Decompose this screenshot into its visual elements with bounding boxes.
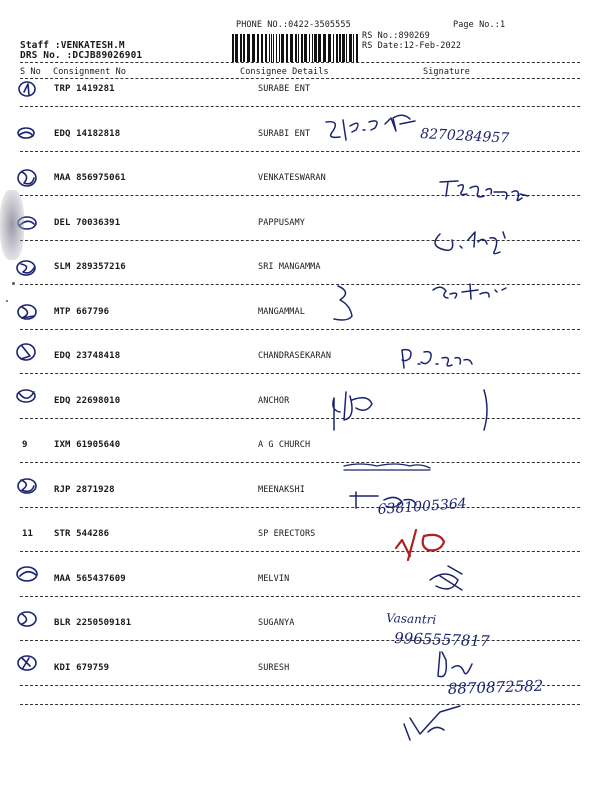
row-consignment-no: MAA 856975061 <box>54 173 126 183</box>
row-mark-3 <box>18 170 36 186</box>
row-consignee: CHANDRASEKARAN <box>258 351 332 361</box>
row-consignment-no: EDQ 23748418 <box>54 351 121 361</box>
row-consignee: SURABI ENT <box>258 129 311 139</box>
handwritten-phone-row-14: 8870872582 <box>447 676 544 698</box>
row-consignment-no: STR 544286 <box>54 529 110 539</box>
row-consignee: MELVIN <box>258 574 290 584</box>
drs-number: DRS No. :DCJB89026901 <box>20 50 143 61</box>
staff-name: Staff :VENKATESH.M <box>20 40 125 51</box>
row-divider <box>20 329 580 330</box>
row-divider <box>20 551 580 552</box>
handwritten-phone-row-10: 6381005364 <box>377 495 468 518</box>
header-divider-bottom <box>20 78 580 79</box>
handwritten-phone-row-13: 9965557817 <box>393 629 490 651</box>
row-divider <box>20 106 580 107</box>
row-consignee: SUGANYA <box>258 618 295 628</box>
row-consignment-no: DEL 70036391 <box>54 218 121 228</box>
handwritten-phone-row-2: 8270284957 <box>419 126 510 147</box>
scan-speck <box>12 282 15 285</box>
row-divider <box>20 596 580 597</box>
row-consignee: MEENAKSHI <box>258 485 305 495</box>
row-divider <box>20 195 580 196</box>
row-mark-7 <box>17 344 35 360</box>
row-mark-10 <box>18 479 36 493</box>
row-consignment-no: EDQ 22698010 <box>54 396 121 406</box>
row-consignee: MANGAMMAL <box>258 307 305 317</box>
row-mark-8 <box>17 390 35 402</box>
row-mark-12 <box>17 567 37 581</box>
row-consignee: ANCHOR <box>258 396 290 406</box>
row-consignment-no: KDI 679759 <box>54 663 110 673</box>
row-consignment-no: SLM 289357216 <box>54 262 126 272</box>
row-divider <box>20 685 580 686</box>
header-divider-top <box>20 62 580 63</box>
row-consignment-no: RJP 2871928 <box>54 485 115 495</box>
row-consignment-no: MTP 667796 <box>54 307 110 317</box>
col-sno: S No <box>20 67 41 77</box>
row-consignment-no: IXM 61905640 <box>54 440 121 450</box>
row-mark-6 <box>18 305 36 319</box>
row-consignee: SURABE ENT <box>258 84 311 94</box>
row-sno: 11 <box>22 529 34 539</box>
row-divider <box>20 640 580 641</box>
row-mark-1 <box>19 82 35 96</box>
row-divider <box>20 240 580 241</box>
page-bottom-divider <box>20 704 580 705</box>
row-consignment-no: EDQ 14182818 <box>54 129 121 139</box>
row-divider <box>20 151 580 152</box>
row-consignee: VENKATESWARAN <box>258 173 326 183</box>
col-signature: Signature <box>423 67 470 77</box>
row-divider <box>20 373 580 374</box>
barcode <box>230 34 360 62</box>
row-consignment-no: BLR 2250509181 <box>54 618 132 628</box>
scan-smudge <box>0 190 24 260</box>
row-consignee: PAPPUSAMY <box>258 218 305 228</box>
row-consignee: A G CHURCH <box>258 440 311 450</box>
row-mark-2 <box>18 128 34 138</box>
row-mark-5 <box>17 261 35 275</box>
rs-number: RS No.:890269 <box>362 31 430 41</box>
row-divider <box>20 462 580 463</box>
page-number: Page No.:1 <box>453 20 506 30</box>
phone-number: PHONE NO.:0422-3505555 <box>236 20 351 30</box>
row-divider <box>20 507 580 508</box>
rs-date: RS Date:12-Feb-2022 <box>362 41 462 51</box>
col-consignee: Consignee Details <box>240 67 329 77</box>
row-mark-14 <box>18 656 36 670</box>
row-sno: 9 <box>22 440 28 450</box>
row-consignment-no: TRP 1419281 <box>54 84 115 94</box>
row-divider <box>20 418 580 419</box>
row-consignee: SP ERECTORS <box>258 529 316 539</box>
row-mark-13 <box>18 612 36 626</box>
row-consignee: SRI MANGAMMA <box>258 262 321 272</box>
row-consignee: SURESH <box>258 663 290 673</box>
scan-speck <box>6 300 8 302</box>
row-consignment-no: MAA 565437609 <box>54 574 126 584</box>
col-consignment: Consignment No <box>53 67 127 77</box>
row-divider <box>20 284 580 285</box>
handwritten-name-row-13: Vasantri <box>385 611 437 627</box>
